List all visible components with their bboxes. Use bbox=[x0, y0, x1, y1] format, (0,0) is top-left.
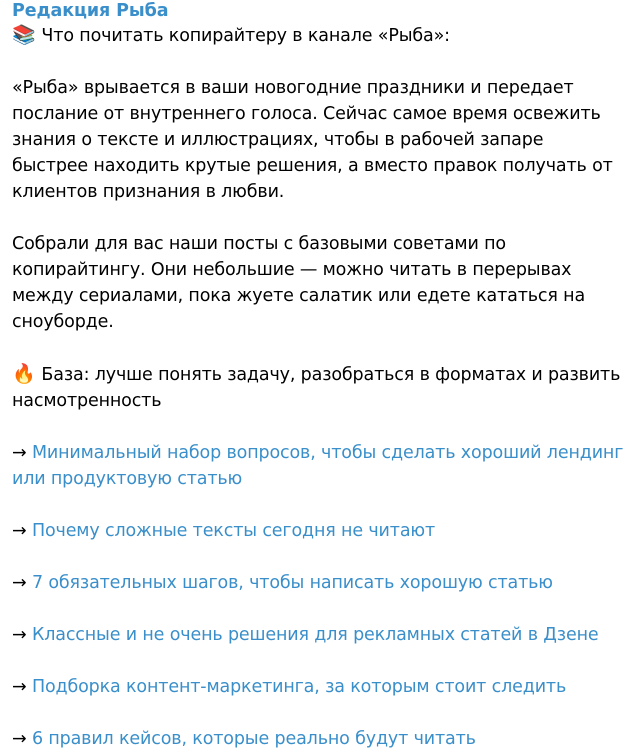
arrow-icon: → bbox=[12, 443, 27, 463]
books-icon: 📚 bbox=[12, 24, 36, 46]
arrow-icon: → bbox=[12, 729, 27, 749]
section-heading-text: База: лучше понять задачу, разобраться в форматах и развить насмотренность bbox=[12, 365, 621, 411]
message-bubble bbox=[12, 0, 624, 752]
spacer bbox=[12, 544, 624, 570]
link-item bbox=[12, 440, 624, 492]
spacer bbox=[12, 335, 624, 361]
spacer bbox=[12, 700, 624, 726]
post-link-case-rules[interactable]: 6 правил кейсов, которые реально будут читать bbox=[31, 729, 476, 749]
link-item bbox=[12, 674, 624, 700]
intro-text: Что почитать копирайтеру в канале «Рыба»: bbox=[41, 26, 450, 46]
link-item bbox=[12, 570, 624, 596]
spacer bbox=[12, 596, 624, 622]
arrow-icon: → bbox=[12, 573, 27, 593]
link-item bbox=[12, 726, 624, 752]
paragraph-intro: «Рыба» врывается в ваши новогодние праздники и передает послание от внутреннего голоса. Сейчас самое время освежить знания о тексте и иллюстрациях, чтобы в рабочей запаре быстрее находить крутые решения, а вместо правок получать от клиентов признания в любви. bbox=[12, 78, 613, 202]
post-link-dzen-ads[interactable]: Классные и не очень решения для рекламных статей в Дзене bbox=[31, 625, 599, 645]
spacer bbox=[12, 205, 624, 231]
spacer bbox=[12, 492, 624, 518]
post-link-complex-texts[interactable]: Почему сложные тексты сегодня не читают bbox=[31, 521, 436, 541]
intro-line bbox=[12, 22, 624, 49]
sender-name[interactable]: Редакция Рыба bbox=[12, 1, 169, 21]
spacer bbox=[12, 49, 624, 75]
spacer bbox=[12, 648, 624, 674]
post-link-seven-steps[interactable]: 7 обязательных шагов, чтобы написать хорошую статью bbox=[31, 573, 553, 593]
arrow-icon: → bbox=[12, 521, 27, 541]
post-link-content-marketing[interactable]: Подборка контент-маркетинга, за которым стоит следить bbox=[31, 677, 567, 697]
section-heading bbox=[12, 361, 624, 414]
paragraph-collection: Собрали для вас наши посты с базовыми советами по копирайтингу. Они небольшие — можно читать в перерывах между сериалами, пока жуете салатик или едете кататься на сноуборде. bbox=[12, 234, 586, 332]
fire-icon: 🔥 bbox=[12, 363, 36, 385]
arrow-icon: → bbox=[12, 677, 27, 697]
arrow-icon: → bbox=[12, 625, 27, 645]
spacer bbox=[12, 414, 624, 440]
link-item bbox=[12, 622, 624, 648]
post-link-landing-questions[interactable]: Минимальный набор вопросов, чтобы сделать хороший лендинг или продуктовую статью bbox=[12, 443, 624, 489]
link-item bbox=[12, 518, 624, 544]
